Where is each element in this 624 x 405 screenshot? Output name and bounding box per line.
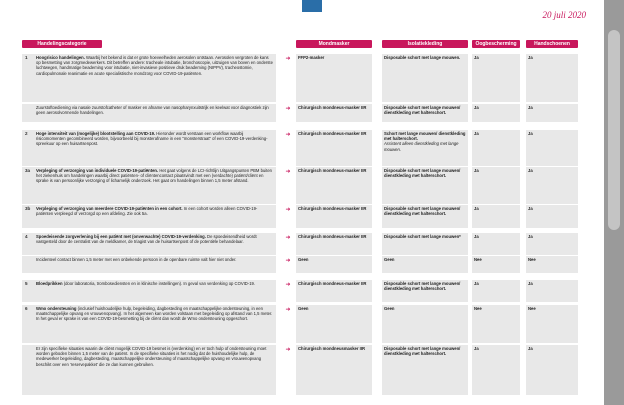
arrow-right-icon: ➜ [285, 282, 291, 288]
eye-protection-cell [472, 130, 520, 166]
eye-protection-cell [472, 305, 520, 343]
arrow-right-icon: ➜ [285, 56, 291, 62]
category-description: Zuurstoftoediening via nasale zuurstofcatheter of masker en afname van nasopharynxuitstrijk en keelwat voor diagnostiek zijn geen aerosolvormende handelingen. [36, 105, 269, 116]
gloves-value: Ja [528, 281, 533, 286]
mask-value: Chirurgisch mondneusmasker IIR [298, 346, 366, 351]
mask-value: Geen [298, 306, 309, 311]
gloves-value: Nee [528, 306, 536, 311]
gloves-cell [526, 305, 578, 343]
mask-cell [296, 305, 372, 343]
arrow-right-icon: ➜ [285, 235, 291, 241]
category-cell [22, 280, 276, 302]
mask-value: Chirurgisch mondneus-masker IIR [298, 168, 367, 173]
eye-protection-value: Ja [474, 346, 479, 351]
category-cell [22, 130, 276, 166]
row-number: 1 [25, 55, 28, 60]
mask-cell [296, 130, 372, 166]
mask-cell [296, 280, 372, 302]
eye-protection-value: Ja [474, 234, 479, 239]
document-date: 20 juli 2020 [542, 10, 586, 20]
gown-cell [382, 256, 468, 273]
category-cell [22, 305, 276, 343]
category-description: Hieronder wordt verstaan een workflow waarbij risicomomenten gecombineerd worden, bijvoorbeeld bij monsterafname in een "monsterstraat" of een COVID-19-verdenking-spreekuur op een huisartsenpost. [36, 131, 268, 147]
eye-protection-value: Ja [474, 168, 479, 173]
mask-cell [296, 345, 372, 395]
mask-cell [296, 167, 372, 204]
category-title: Verpleging of verzorging van meerdere COVID-19-patiënten in een cohort. [36, 206, 183, 211]
mask-value: Chirurgisch mondneus-masker IIR [298, 281, 367, 286]
gloves-value: Ja [528, 105, 533, 110]
header-gloves: Handschoenen [526, 40, 578, 48]
row-number: 3b [25, 206, 31, 211]
category-description: Incidenteel contact binnen 1,5 meter met een onbekende persoon in de openbare ruimte valt hier niet onder. [36, 257, 237, 262]
category-title: Hoogrisico handelingen. [36, 55, 85, 60]
gown-cell [382, 130, 468, 166]
category-cell [22, 256, 276, 273]
gloves-cell [526, 130, 578, 166]
arrow-right-icon: ➜ [285, 258, 291, 264]
eye-protection-cell [472, 280, 520, 302]
row-number: 5 [25, 281, 28, 286]
gloves-cell [526, 104, 578, 122]
category-description: De spoedeisendheid wordt vastgesteld door de centralist van de meldkamer, de triagist van de huisartsenpost of de potentiële behandelaar. [36, 234, 257, 245]
eye-protection-value: Nee [474, 257, 482, 262]
category-cell [22, 54, 276, 102]
gown-cell [382, 345, 468, 395]
row-number: 6 [25, 306, 28, 311]
mask-cell [296, 256, 372, 273]
gown-value: Disposable schort met lange mouwen/ dienstkleding met halterschort. [384, 206, 461, 217]
eye-protection-cell [472, 54, 520, 102]
header-category: Handelingscategorie [22, 40, 102, 48]
arrow-right-icon: ➜ [285, 106, 291, 112]
gloves-cell [526, 54, 578, 102]
category-description: (inclusief huishoudelijke hulp, begeleiding, dagbesteding en maatschappelijke ondersteuning, in een maatschappelijke opvang en vrouwenopvang). In het algemeen kan worden volstaan met begeleiding op afstand van 1,5 meter. In het geval er sprake is van een COVID-19-besmetting bij de cliënt dan wordt de Wmo ondersteuning opgeschort. [36, 306, 273, 322]
gown-cell [382, 205, 468, 228]
eye-protection-value: Ja [474, 55, 479, 60]
mask-value: Chirurgisch mondneus-masker IIR [298, 206, 367, 211]
gown-value: Disposable schort met lange mouwen/ dienstkleding met halterschort. [384, 281, 461, 292]
mask-value: Chirurgisch mondneus-masker IIR [298, 131, 367, 136]
category-title: Hoge intensiteit van (mogelijke) blootstelling aan COVID-19. [36, 131, 156, 136]
category-title: Bloedprikken [36, 281, 63, 286]
mask-cell [296, 205, 372, 228]
gloves-cell [526, 205, 578, 228]
category-cell [22, 167, 276, 204]
eye-protection-cell [472, 167, 520, 204]
row-number: 2 [25, 131, 28, 136]
gloves-value: Ja [528, 206, 533, 211]
category-description: Er zijn specifieke situaties waarin de cliënt mogelijk COVID-19 besmet is (verdenking) en er toch hulp of ondersteuning moet worden geboden binnen 1,5 meter van de patiënt. In de specifieke situaties is het nodig dat de huishoudelijke hulp, de medewerker begeleiding, dagbesteding, maatschappelijke ondersteuning of maatschappelijke opvang en vrouwenopvang beschikt over een 'reservepakket' die ze dan kunnen gebruiken. [36, 346, 267, 367]
gloves-value: Ja [528, 346, 533, 351]
gloves-cell [526, 233, 578, 255]
gown-value: Disposable schort met lange mouwen. [384, 55, 461, 60]
category-title: Wmo ondersteuning [36, 306, 77, 311]
row-number: 3a [25, 168, 31, 173]
arrow-right-icon: ➜ [285, 132, 291, 138]
gown-value: Geen [384, 306, 395, 311]
category-cell [22, 205, 276, 228]
arrow-right-icon: ➜ [285, 169, 291, 175]
category-cell [22, 104, 276, 122]
gloves-value: Ja [528, 168, 533, 173]
arrow-right-icon: ➜ [285, 307, 291, 313]
eye-protection-cell [472, 256, 520, 273]
gown-cell [382, 104, 468, 122]
eye-protection-value: Ja [474, 131, 479, 136]
eye-protection-cell [472, 345, 520, 395]
category-description: Het gaat volgens de LCI-richtlijn Uitgangspunten PBM buiten het ziekenhuis om handelingen waarbij direct patiënten- of cliëntencontact plaatsvindt met een (verdachte) patiënt/cliënt en sprake is van persoonlijke verzorging of lichamelijk onderzoek. Het gaat om handelingen binnen 1,5 meter afstand. [36, 168, 272, 184]
arrow-right-icon: ➜ [285, 347, 291, 353]
mask-value: Chirurgisch mondneus-masker IIR [298, 234, 367, 239]
category-cell [22, 233, 276, 255]
gown-cell [382, 233, 468, 255]
gown-cell [382, 280, 468, 302]
eye-protection-value: Ja [474, 206, 479, 211]
gown-value: Disposable schort met lange mouwen/ dienstkleding met halterschort. [384, 346, 461, 357]
header-eye: Oogbescherming [472, 40, 520, 48]
category-description: Waarbij het bekend is dat er grote hoeveelheden aerosolen ontstaan. Aerosolen vergroten de kans op besmetting van zorgmedewerkers. Dit betreffen andere: tracheale intubatie, bronchoscopie, uitzuigen van boven en onderste luchtwegen, handmatige beademing voor intubatie, niet-invasieve positieve druk beademing (NIPPV), tracheostomie, cardiopulmonale reanimatie en acute specialistische mondzorg voor COVID-19-patiënten. [36, 55, 273, 76]
top-tab-marker [302, 0, 322, 12]
category-title: Verpleging of verzorging van individuele COVID-19-patiënten. [36, 168, 159, 173]
gown-cell [382, 167, 468, 204]
eye-protection-cell [472, 233, 520, 255]
mask-cell [296, 54, 372, 102]
gown-value: Disposable schort met lange mouwen/ dienstkleding met halterschort. [384, 105, 461, 116]
eye-protection-cell [472, 205, 520, 228]
eye-protection-value: Nee [474, 306, 482, 311]
gloves-cell [526, 280, 578, 302]
category-title: Spoedeisende zorgverlening bij een patiënt met (onverwachte) COVID-19-verdenking. [36, 234, 206, 239]
gown-value: Schort met lange mouwen/ dienstkleding met halterschort. [384, 131, 466, 142]
mask-value: FFP2-masker [298, 55, 325, 60]
scrollbar-thumb[interactable] [608, 30, 620, 230]
mask-value: Geen [298, 257, 309, 262]
gloves-value: Ja [528, 55, 533, 60]
category-cell [22, 345, 276, 395]
eye-protection-value: Ja [474, 105, 479, 110]
gown-value: Geen [384, 257, 395, 262]
arrow-right-icon: ➜ [285, 207, 291, 213]
gown-value: Disposable schort met lange mouwen* [384, 234, 461, 239]
gloves-value: Ja [528, 131, 533, 136]
eye-protection-value: Ja [474, 281, 479, 286]
gloves-value: Ja [528, 234, 533, 239]
mask-cell [296, 104, 372, 122]
vertical-scrollbar[interactable] [604, 0, 624, 405]
mask-cell [296, 233, 372, 255]
gloves-cell [526, 256, 578, 273]
gloves-cell [526, 167, 578, 204]
gloves-value: Nee [528, 257, 536, 262]
gloves-cell [526, 345, 578, 395]
gown-cell [382, 54, 468, 102]
category-description: In een cohort worden alleen COVID-19-patiënten verpleegd of verzorgd op een afdeling. Zie ook 5a. [36, 206, 258, 217]
gown-note: Assistent alleen dienstkleding met lange mouwen. [384, 141, 459, 152]
row-number: 4 [25, 234, 28, 239]
header-gown: Isolatiekleding [382, 40, 468, 48]
gown-value: Disposable schort met lange mouwen/ dienstkleding met halterschort. [384, 168, 461, 179]
header-mask: Mondmasker [296, 40, 372, 48]
gown-cell [382, 305, 468, 343]
mask-value: Chirurgisch mondneus-masker IIR [298, 105, 367, 110]
eye-protection-cell [472, 104, 520, 122]
category-description: (door laboratoria, trombosediensten en in klinische instellingen). In geval van verdenking op COVID-19. [62, 281, 256, 286]
